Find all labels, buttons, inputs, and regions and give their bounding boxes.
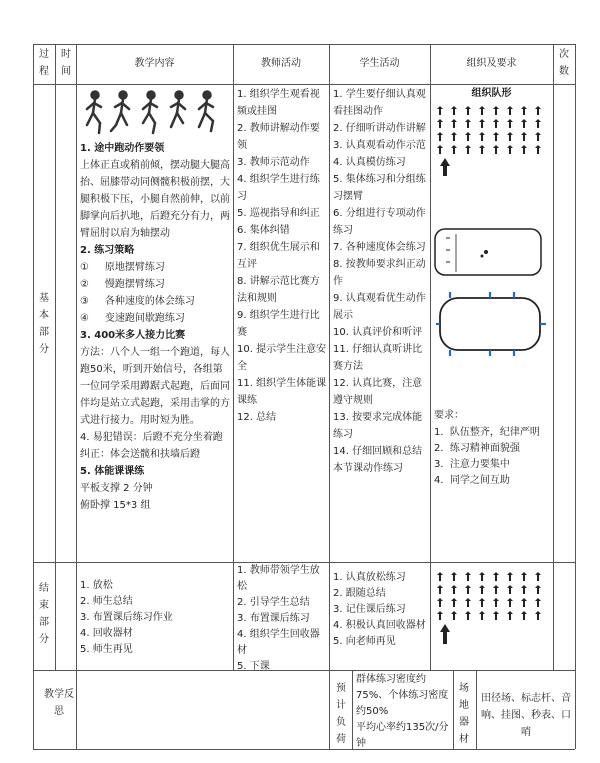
student-marker-icon xyxy=(479,598,485,607)
student-marker-icon xyxy=(451,572,457,581)
strategy-item: ③ 各种速度的体会练习 xyxy=(80,296,195,307)
student-marker-icon xyxy=(535,119,541,128)
end-student-activities: 1. 认真放松练习 2. 跟随总结 3. 记住课后练习 4. 积极认真回收器材 5. 向老师再见 xyxy=(333,572,426,647)
field-diagram xyxy=(434,228,544,278)
student-marker-icon xyxy=(451,106,457,115)
requirement-item: 1. 队伍整齐，纪律严明 xyxy=(434,427,540,438)
student-marker-icon xyxy=(465,132,471,141)
end-teacher-activities: 1. 教师带领学生放松 2. 引导学生总结 3. 布置课后练习 4. 组织学生回收器材 5. 下课 xyxy=(237,565,320,672)
footer-line-2 xyxy=(352,670,353,749)
student-marker-icon xyxy=(507,585,513,594)
student-marker-icon xyxy=(465,106,471,115)
col-line-6 xyxy=(553,44,554,670)
org-formation-title: 组织队形 xyxy=(471,88,512,99)
runner-figure xyxy=(111,92,129,132)
header-bottom-line xyxy=(33,84,575,85)
student-marker-icon xyxy=(437,106,443,115)
student-marker-icon xyxy=(437,132,443,141)
requirement-item: 3. 注意力要集中 xyxy=(434,459,510,470)
requirement-item: 2. 练习精神面貌强 xyxy=(434,443,520,454)
student-marker-icon xyxy=(451,145,457,154)
basic-content xyxy=(80,140,232,514)
header-time: 时间 xyxy=(61,49,71,77)
section-label-basic: 基本部分 xyxy=(39,293,49,355)
student-marker-icon xyxy=(437,611,443,620)
runner-sequence-image xyxy=(83,87,229,137)
header-times: 次数 xyxy=(559,49,569,77)
student-marker-icon xyxy=(535,585,541,594)
student-marker-icon xyxy=(535,145,541,154)
content-heading-5: 5. 体能课课练 xyxy=(80,466,145,477)
header-student: 学生活动 xyxy=(359,58,400,69)
student-marker-icon xyxy=(451,598,457,607)
footer-line-4 xyxy=(476,670,477,749)
student-marker-icon xyxy=(493,106,499,115)
student-marker-icon xyxy=(493,119,499,128)
student-marker-icon xyxy=(479,119,485,128)
teacher-arrow-icon xyxy=(440,158,450,176)
relay-track-diagram xyxy=(436,290,548,360)
runner-figure xyxy=(171,92,185,128)
student-marker-icon xyxy=(465,572,471,581)
requirements-list xyxy=(434,425,552,489)
content-paragraph-5b: 俯卧撑 15*3 组 xyxy=(80,500,151,511)
student-marker-icon xyxy=(437,145,443,154)
venue-value: 田径场、标志杆、音响、挂图、秒表、口哨 xyxy=(481,693,571,738)
student-marker-icon xyxy=(465,119,471,128)
content-paragraph-5a: 平板支撑 2 分钟 xyxy=(80,483,153,494)
student-marker-icon xyxy=(493,611,499,620)
student-marker-icon xyxy=(437,598,443,607)
table-border-top xyxy=(33,44,575,45)
student-marker-icon xyxy=(465,598,471,607)
student-marker-icon xyxy=(521,598,527,607)
student-marker-icon xyxy=(535,132,541,141)
student-marker-icon xyxy=(493,585,499,594)
basic-teacher-activities: 1. 组织学生观看视频或挂图 2. 教师讲解动作要领 3. 教师示范动作 4. 组织学生进行练习 5. 巡视指导和纠正 6. 集体纠错 7. 组织优生展示和互评 8. 讲解示范比赛方法和规则 9. 组织学生进行比赛 10. 提示学生注意安全 11. 组织学生体能课课练 12. 总结 xyxy=(237,89,327,423)
student-marker-icon xyxy=(521,132,527,141)
col-line-3 xyxy=(233,44,234,670)
strategy-item: ② 慢跑摆臂练习 xyxy=(80,279,165,290)
footer-line-1 xyxy=(76,670,77,749)
student-marker-icon xyxy=(479,585,485,594)
student-marker-icon xyxy=(465,585,471,594)
section-label-end: 结束部分 xyxy=(39,583,49,645)
load-label: 预计负荷 xyxy=(336,683,346,745)
basic-student-activities: 1. 学生要仔细认真观看挂图动作 2. 仔细听讲动作讲解 3. 认真观看动作示范 4. 认真模仿练习 5. 集体练习和分组练习摆臂 6. 分组进行专项动作练习 7. 各种速度体会练习 8. 按教师要求纠正动作 9. 认真观看优生动作展示 10. 认真评价和听评 11. 仔细认真听讲比赛方法 12. 认真比赛，注意遵守规则 13. 按要求完成体能练习 14. 仔细回顾和总结本节课动作练习 xyxy=(333,89,426,474)
table-border-left xyxy=(33,44,34,749)
student-marker-icon xyxy=(507,572,513,581)
student-marker-icon xyxy=(507,145,513,154)
student-marker-icon xyxy=(521,106,527,115)
student-marker-icon xyxy=(507,598,513,607)
student-marker-icon xyxy=(479,132,485,141)
table-border-bottom xyxy=(33,749,575,750)
student-marker-icon xyxy=(507,132,513,141)
student-marker-icon xyxy=(535,572,541,581)
student-marker-icon xyxy=(465,145,471,154)
content-paragraph-3: 方法：八个人一组一个跑道，每人跑50米，听到开始信号，各组第一位同学采用蹲踞式起跑，后面同伴均是站立式起跑，采用击掌的方式进行接力。用时短为胜。 xyxy=(80,347,230,426)
content-heading-3: 3. 400米多人接力比赛 xyxy=(80,330,186,341)
footer-line-3 xyxy=(453,670,454,749)
student-marker-icon xyxy=(521,572,527,581)
student-marker-icon xyxy=(521,611,527,620)
student-marker-icon xyxy=(507,106,513,115)
runner-figure xyxy=(143,92,157,134)
formation-diagram-end xyxy=(432,566,552,656)
student-marker-icon xyxy=(437,585,443,594)
header-content: 教学内容 xyxy=(134,58,175,69)
load-value: 群体练习密度约75%、个体练习密度约50% 平均心率约135次/分钟 xyxy=(356,674,449,749)
student-marker-icon xyxy=(493,598,499,607)
student-marker-icon xyxy=(451,585,457,594)
student-marker-icon xyxy=(465,611,471,620)
end-content: 1. 放松 2. 师生总结 3. 布置课后练习作业 4. 回收器材 5. 师生再见 xyxy=(80,580,173,655)
student-marker-icon xyxy=(521,585,527,594)
student-marker-icon xyxy=(507,119,513,128)
requirements-title: 要求： xyxy=(434,410,464,421)
student-marker-icon xyxy=(451,611,457,620)
student-marker-icon xyxy=(479,145,485,154)
student-marker-icon xyxy=(493,145,499,154)
student-marker-icon xyxy=(507,611,513,620)
student-marker-icon xyxy=(535,611,541,620)
runner-figure xyxy=(199,92,213,132)
col-line-4 xyxy=(329,44,330,749)
runner-figure xyxy=(87,92,101,134)
header-process: 过程 xyxy=(39,49,49,77)
content-paragraph-1: 上体正直或稍前倾，摆动腿大腿高抬、屈膝带动同侧髋积极前摆，大腿积极下压，小腿自然前伸，以前脚掌向后扒地，后蹬充分有力，两臂屈肘以肩为轴摆动 xyxy=(80,160,230,239)
student-marker-icon xyxy=(493,132,499,141)
col-line-1 xyxy=(55,44,56,670)
strategy-item: ④ 变速跑间歇跑练习 xyxy=(80,313,185,324)
student-marker-icon xyxy=(451,119,457,128)
strategy-item: ① 原地摆臂练习 xyxy=(80,262,165,273)
teacher-arrow-icon xyxy=(440,624,450,644)
content-paragraph-4: 纠正：体会送髋和扶墙后蹬 xyxy=(80,449,200,460)
student-marker-icon xyxy=(535,106,541,115)
requirement-item: 4. 同学之间互助 xyxy=(434,475,510,486)
table-border-right xyxy=(575,44,576,749)
venue-label: 场地器材 xyxy=(459,683,469,745)
header-teacher: 教师活动 xyxy=(261,58,301,69)
col-line-2 xyxy=(76,44,77,670)
student-marker-icon xyxy=(493,572,499,581)
content-heading-2: 2. 练习策略 xyxy=(80,245,135,256)
content-heading-1: 1. 途中跑动作要领 xyxy=(80,143,165,154)
content-heading-4: 4. 易犯错误：后蹬不充分坐着跑 xyxy=(80,432,223,443)
header-org: 组织及要求 xyxy=(466,58,517,69)
student-marker-icon xyxy=(521,145,527,154)
formation-diagram-basic xyxy=(432,100,552,190)
reflection-label: 教学反思 xyxy=(44,689,74,717)
student-marker-icon xyxy=(479,611,485,620)
student-marker-icon xyxy=(437,572,443,581)
student-marker-icon xyxy=(535,598,541,607)
student-marker-icon xyxy=(521,119,527,128)
col-line-5 xyxy=(430,44,431,670)
student-marker-icon xyxy=(479,106,485,115)
student-marker-icon xyxy=(437,119,443,128)
student-marker-icon xyxy=(451,132,457,141)
student-marker-icon xyxy=(479,572,485,581)
